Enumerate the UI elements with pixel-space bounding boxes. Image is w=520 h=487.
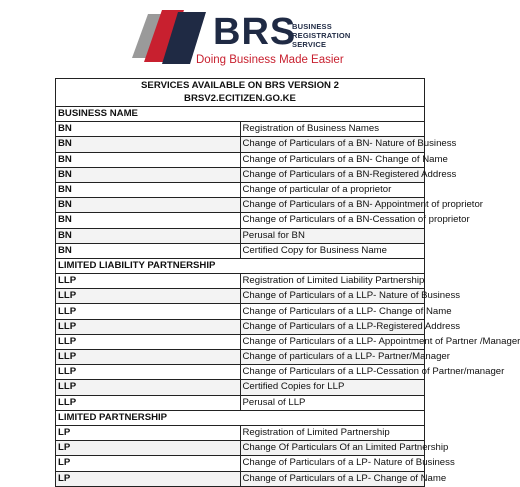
service-name: Change Of Particulars Of an Limited Partnership bbox=[240, 441, 425, 456]
service-name: Registration of Limited Partnership bbox=[240, 425, 425, 440]
table-row bbox=[56, 380, 425, 395]
brs-header bbox=[0, 0, 480, 74]
section-heading: BUSINESS NAME bbox=[56, 107, 425, 122]
table-row bbox=[56, 289, 425, 304]
service-name: Change of Particulars of a LP- Nature of Business bbox=[240, 456, 425, 471]
brand-sub-line: SERVICE bbox=[292, 40, 327, 49]
service-code: LLP bbox=[56, 380, 241, 395]
service-code: LLP bbox=[56, 395, 241, 410]
service-code: BN bbox=[56, 228, 241, 243]
table-row bbox=[56, 319, 425, 334]
service-code: LLP bbox=[56, 334, 241, 349]
table-row bbox=[56, 441, 425, 456]
service-code: BN bbox=[56, 182, 241, 197]
service-name: Change of Particulars of a BN- Appointment of proprietor bbox=[240, 198, 425, 213]
service-name: Change of Particulars of a LP- Change of Name bbox=[240, 471, 425, 486]
service-name: Perusal of LLP bbox=[240, 395, 425, 410]
service-code: BN bbox=[56, 243, 241, 258]
table-row bbox=[56, 456, 425, 471]
table-row bbox=[56, 167, 425, 182]
section-heading-row bbox=[56, 258, 425, 273]
table-title-row bbox=[56, 79, 425, 107]
table-row bbox=[56, 122, 425, 137]
section-heading: LIMITED LIABILITY PARTNERSHIP bbox=[56, 258, 425, 273]
brand-subtitle bbox=[292, 22, 351, 49]
table-row bbox=[56, 137, 425, 152]
table-row bbox=[56, 334, 425, 349]
table-row bbox=[56, 395, 425, 410]
service-code: BN bbox=[56, 167, 241, 182]
service-code: BN bbox=[56, 122, 241, 137]
service-code: LP bbox=[56, 441, 241, 456]
table-row bbox=[56, 274, 425, 289]
table-row bbox=[56, 471, 425, 486]
service-code: LP bbox=[56, 456, 241, 471]
table-row bbox=[56, 182, 425, 197]
service-code: LP bbox=[56, 471, 241, 486]
brand-name: BRS bbox=[213, 11, 297, 53]
services-table-container bbox=[55, 78, 520, 487]
table-title bbox=[56, 79, 425, 107]
section-heading: LIMITED PARTNERSHIP bbox=[56, 410, 425, 425]
service-name: Change of Particulars of a LLP- Nature of Business bbox=[240, 289, 425, 304]
table-row bbox=[56, 365, 425, 380]
service-name: Change of Particulars of a LLP- Appointment of Partner /Manager bbox=[240, 334, 425, 349]
table-subtitle-line: BRSV2.ECITIZEN.GO.KE bbox=[184, 92, 296, 104]
service-name: Perusal for BN bbox=[240, 228, 425, 243]
brand-sub-line: REGISTRATION bbox=[292, 31, 351, 40]
section-heading-row bbox=[56, 107, 425, 122]
service-name: Change of particulars of a LLP- Partner/Manager bbox=[240, 350, 425, 365]
service-code: LLP bbox=[56, 304, 241, 319]
services-table-body bbox=[56, 79, 520, 487]
service-name: Change of particular of a proprietor bbox=[240, 182, 425, 197]
service-code: LLP bbox=[56, 365, 241, 380]
brand-sub-line: BUSINESS bbox=[292, 22, 332, 31]
service-code: LLP bbox=[56, 274, 241, 289]
service-code: LLP bbox=[56, 319, 241, 334]
service-name: Registration of Business Names bbox=[240, 122, 425, 137]
service-name: Change of Particulars of a LLP- Change of Name bbox=[240, 304, 425, 319]
tagline: Doing Business Made Easier bbox=[196, 54, 344, 66]
service-code: LLP bbox=[56, 350, 241, 365]
service-name: Change of Particulars of a BN- Change of Name bbox=[240, 152, 425, 167]
table-title-line: SERVICES AVAILABLE ON BRS VERSION 2 bbox=[141, 80, 339, 91]
service-name: Change of Particulars of a LLP-Registered Address bbox=[240, 319, 425, 334]
services-table bbox=[55, 78, 520, 487]
service-code: BN bbox=[56, 137, 241, 152]
service-code: BN bbox=[56, 198, 241, 213]
service-name: Change of Particulars of a BN-Registered Address bbox=[240, 167, 425, 182]
service-code: BN bbox=[56, 152, 241, 167]
table-row bbox=[56, 152, 425, 167]
service-name: Certified Copies for LLP bbox=[240, 380, 425, 395]
table-row bbox=[56, 304, 425, 319]
service-name: Change of Particulars of a BN- Nature of Business bbox=[240, 137, 425, 152]
table-row bbox=[56, 198, 425, 213]
table-row bbox=[56, 228, 425, 243]
table-row bbox=[56, 213, 425, 228]
service-code: LP bbox=[56, 425, 241, 440]
table-row bbox=[56, 243, 425, 258]
service-code: LLP bbox=[56, 289, 241, 304]
service-name: Certified Copy for Business Name bbox=[240, 243, 425, 258]
table-row bbox=[56, 425, 425, 440]
service-name: Change of Particulars of a BN-Cessation of proprietor bbox=[240, 213, 425, 228]
service-name: Registration of Limited Liability Partnership bbox=[240, 274, 425, 289]
table-row bbox=[56, 350, 425, 365]
section-heading-row bbox=[56, 410, 425, 425]
service-code: BN bbox=[56, 213, 241, 228]
service-name: Change of Particulars of a LLP-Cessation of Partner/manager bbox=[240, 365, 425, 380]
